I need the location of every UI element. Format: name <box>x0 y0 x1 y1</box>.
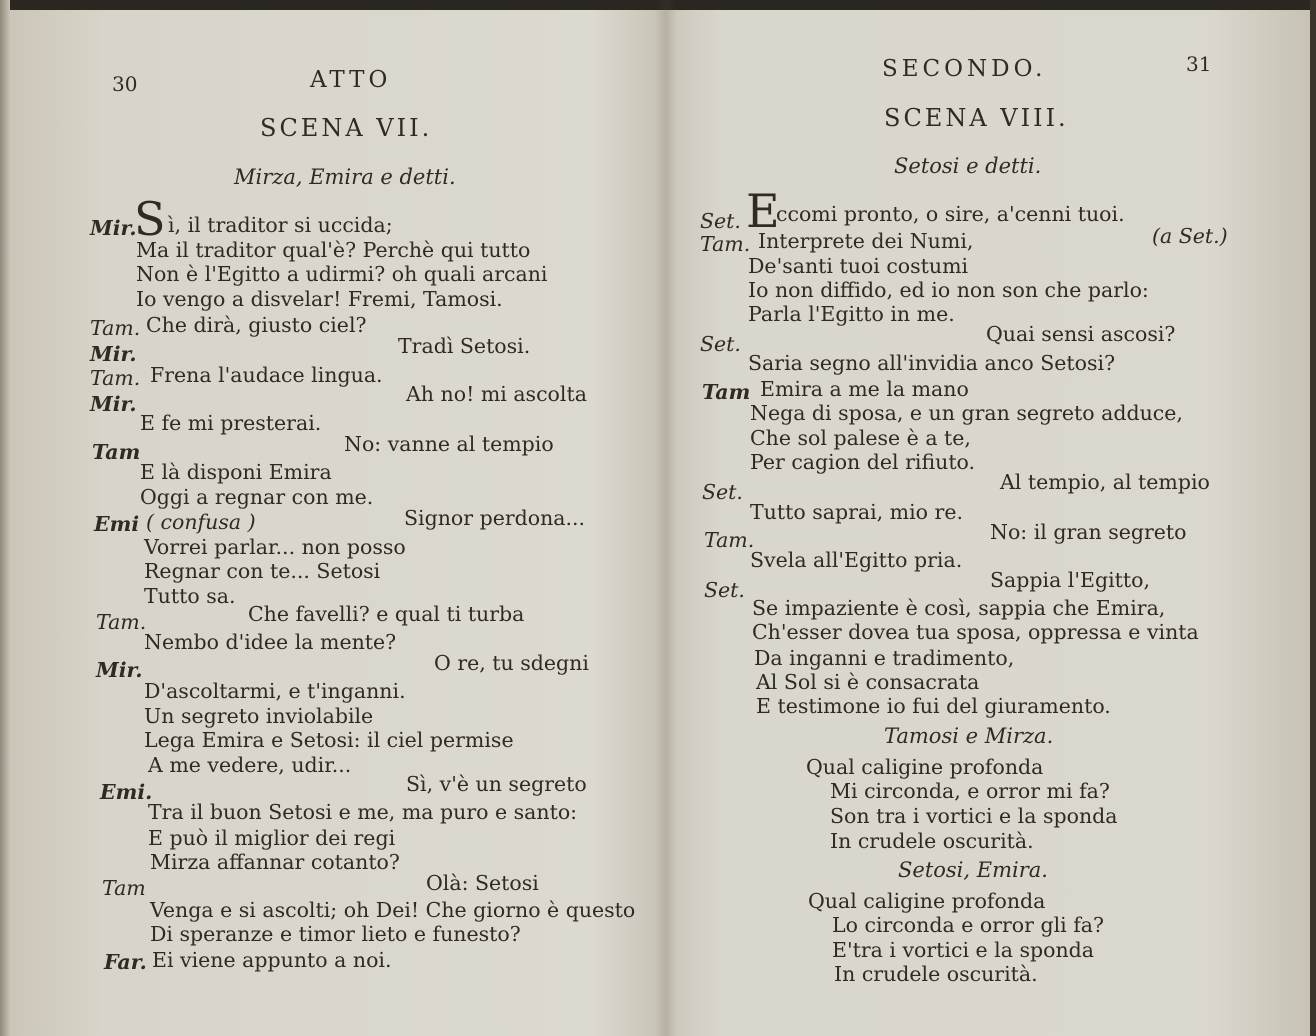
verse-line: E può il miglior dei regi <box>148 826 396 850</box>
verse-line: De'santi tuoi costumi <box>748 254 969 278</box>
verse-line: Da inganni e tradimento, <box>754 646 1015 670</box>
speaker-label: Emi. <box>100 780 153 804</box>
speaker-label: Tam <box>702 380 751 404</box>
verse-line: Vorrei parlar... non posso <box>144 535 406 559</box>
verse-line: Ch'esser dovea tua sposa, oppressa e vinta <box>752 620 1199 644</box>
verse-line: Al Sol si è consacrata <box>756 670 980 694</box>
drop-cap: E <box>746 184 780 238</box>
speaker-label: Mir. <box>90 216 137 240</box>
verse-line: Signor perdona... <box>404 506 586 530</box>
verse-line: Mirza affannar cotanto? <box>150 850 400 874</box>
verse-line: Tradì Setosi. <box>398 334 531 358</box>
verse-line: Al tempio, al tempio <box>1000 470 1210 494</box>
verse-line: Un segreto inviolabile <box>144 704 374 728</box>
page-number-right: 31 <box>1186 52 1212 76</box>
stage-direction: ( confusa ) <box>146 510 256 534</box>
scene-title-left: SCENA VII. <box>260 114 433 142</box>
verse-line: Lega Emira e Setosi: il ciel permise <box>144 728 514 752</box>
verse-line: Non è l'Egitto a udirmi? oh quali arcani <box>136 262 548 286</box>
verse-line: In crudele oscurità. <box>830 829 1034 853</box>
verse-line: Ma il traditor qual'è? Perchè qui tutto <box>136 238 531 262</box>
stage-direction: (a Set.) <box>1152 224 1228 248</box>
verse-line: D'ascoltarmi, e t'inganni. <box>144 679 406 703</box>
persons-right: Setosi e detti. <box>894 154 1042 178</box>
speaker-label: Set. <box>704 578 745 602</box>
verse-line: O re, tu sdegni <box>434 651 589 675</box>
verse-line: A me vedere, udir... <box>148 753 352 777</box>
verse-line: Di speranze e timor lieto e funesto? <box>150 922 521 946</box>
verse-line: Che favelli? e qual ti turba <box>248 602 525 626</box>
verse-line: Nega di sposa, e un gran segreto adduce, <box>750 401 1183 425</box>
drop-cap: S <box>134 192 166 246</box>
verse-line: Venga e si ascolti; oh Dei! Che giorno è questo <box>150 898 636 922</box>
verse-line: Che sol palese è a te, <box>750 426 971 450</box>
running-head-left: ATTO <box>310 67 392 93</box>
verse-line: Che dirà, giusto ciel? <box>146 313 367 337</box>
verse-line: Oggi a regnar con me. <box>140 485 374 509</box>
verse-line: Per cagion del rifiuto. <box>750 450 976 474</box>
verse-line: Saria segno all'invidia anco Setosi? <box>748 351 1116 375</box>
verse-line: Sappia l'Egitto, <box>990 568 1150 592</box>
verse-line: ccomi pronto, o sire, a'cenni tuoi. <box>776 202 1125 226</box>
chorus-persons: Setosi, Emira. <box>898 858 1048 882</box>
verse-line: Sì, v'è un segreto <box>406 772 587 796</box>
speaker-label: Tam. <box>704 528 755 552</box>
speaker-label: Tam <box>92 440 141 464</box>
speaker-label: Tam. <box>90 316 141 340</box>
verse-line: Qual caligine profonda <box>806 755 1044 779</box>
verse-line: Lo circonda e orror gli fa? <box>832 913 1104 937</box>
verse-line: Qual caligine profonda <box>808 889 1046 913</box>
verse-line: Tutto sa. <box>144 584 236 608</box>
right-page <box>676 0 1316 1036</box>
verse-line: No: vanne al tempio <box>344 432 554 456</box>
verse-line: Se impaziente è così, sappia che Emira, <box>752 596 1166 620</box>
persons-left: Mirza, Emira e detti. <box>234 165 456 189</box>
verse-line: Emira a me la mano <box>760 377 969 401</box>
verse-line: Interprete dei Numi, <box>758 229 974 253</box>
verse-line: ì, il traditor si uccida; <box>168 213 393 237</box>
verse-line: E là disponi Emira <box>140 460 332 484</box>
verse-line: E fe mi presterai. <box>140 411 322 435</box>
verse-line: Svela all'Egitto pria. <box>750 548 963 572</box>
speaker-label: Emi <box>94 512 140 536</box>
speaker-label: Tam. <box>700 232 751 256</box>
speaker-label: Mir. <box>90 392 137 416</box>
speaker-label: Set. <box>700 332 741 356</box>
verse-line: Tra il buon Setosi e me, ma puro e santo: <box>148 800 578 824</box>
verse-line: Quai sensi ascosi? <box>986 322 1176 346</box>
speaker-label: Tam <box>102 876 146 900</box>
verse-line: Nembo d'idee la mente? <box>144 630 397 654</box>
verse-line: E testimone io fui del giuramento. <box>756 694 1111 718</box>
verse-line: Olà: Setosi <box>426 871 539 895</box>
verse-line: Io vengo a disvelar! Fremi, Tamosi. <box>136 287 503 311</box>
running-head-right: SECONDO. <box>882 56 1047 82</box>
speaker-label: Mir. <box>96 658 143 682</box>
speaker-label: Mir. <box>90 342 137 366</box>
speaker-label: Tam. <box>90 366 141 390</box>
verse-line: Frena l'audace lingua. <box>150 363 383 387</box>
speaker-label: Set. <box>700 209 741 233</box>
speaker-label: Set. <box>702 480 743 504</box>
verse-line: Mi circonda, e orror mi fa? <box>830 779 1110 803</box>
verse-line: Regnar con te... Setosi <box>144 559 381 583</box>
verse-line: Tutto saprai, mio re. <box>750 500 963 524</box>
verse-line: E'tra i vortici e la sponda <box>832 938 1094 962</box>
page-number-left: 30 <box>112 72 138 96</box>
verse-line: In crudele oscurità. <box>834 962 1038 986</box>
verse-line: Ei viene appunto a noi. <box>152 948 392 972</box>
verse-line: Son tra i vortici e la sponda <box>830 804 1118 828</box>
scene-title-right: SCENA VIII. <box>884 104 1069 132</box>
chorus-persons: Tamosi e Mirza. <box>884 724 1054 748</box>
speaker-label: Far. <box>104 950 147 974</box>
verse-line: Io non diffido, ed io non son che parlo: <box>748 278 1149 302</box>
verse-line: Parla l'Egitto in me. <box>748 302 955 326</box>
verse-line: No: il gran segreto <box>990 520 1187 544</box>
speaker-label: Tam. <box>96 610 147 634</box>
verse-line: Ah no! mi ascolta <box>406 382 587 406</box>
